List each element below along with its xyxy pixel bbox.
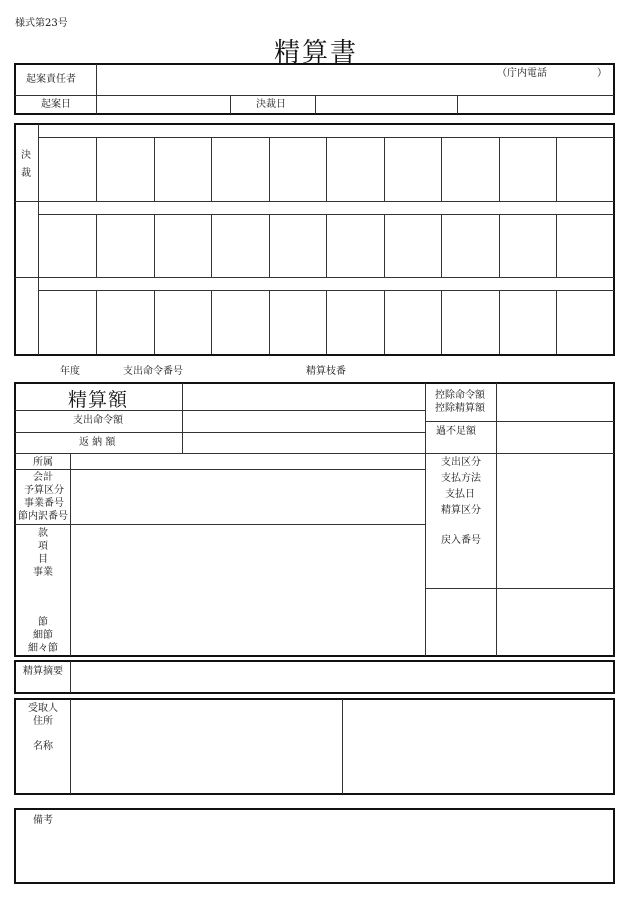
- saisetsu-label: 細節: [33, 630, 53, 641]
- return-number-label: 戻入番号: [441, 535, 481, 546]
- deduction-amount-field[interactable]: [497, 384, 614, 421]
- budget-label: 予算区分: [24, 485, 64, 496]
- draft-date-label: 起案日: [41, 99, 71, 110]
- payment-method-label: 支払方法: [441, 473, 481, 484]
- kou-label: 項: [38, 541, 48, 552]
- draft-date-field[interactable]: [97, 96, 230, 114]
- form-number: 様式第23号: [15, 18, 68, 29]
- shortage-amount-field[interactable]: [497, 422, 614, 453]
- dept-label: 所属: [33, 457, 53, 468]
- recipient-field-left[interactable]: [71, 699, 342, 794]
- accounting-field[interactable]: [71, 470, 425, 524]
- settlement-amount-label: 精算額: [68, 389, 129, 411]
- summary-field[interactable]: [71, 661, 614, 693]
- remarks-label: 備考: [33, 815, 53, 826]
- settlement-amount-field[interactable]: [183, 384, 425, 410]
- order-amount-field[interactable]: [183, 411, 425, 432]
- order-number-label: 支出命令番号: [123, 366, 183, 377]
- name-label: 名称: [33, 741, 53, 752]
- payment-date-label: 支払日: [445, 489, 475, 500]
- page-title: 精算書: [274, 38, 359, 68]
- summary-label: 精算摘要: [23, 666, 63, 677]
- address-label: 住所: [33, 716, 53, 727]
- setsu-label: 節: [38, 617, 48, 628]
- saisaisetsu-label: 細々節: [28, 643, 58, 654]
- approval-label-2: 裁: [21, 168, 31, 179]
- kan-label: 款: [38, 528, 48, 539]
- responsible-label: 起案責任者: [26, 74, 76, 85]
- project-label: 事業番号: [24, 498, 64, 509]
- approval-label-1: 決: [21, 150, 31, 161]
- dept-field[interactable]: [71, 454, 425, 469]
- order-amount-label: 支出命令額: [73, 415, 123, 426]
- sub-label: 節内訳番号: [18, 511, 68, 522]
- extra-field-left[interactable]: [426, 589, 496, 656]
- deduction-settle-label: 控除精算額: [435, 403, 485, 414]
- approval-date-field[interactable]: [316, 96, 457, 114]
- recipient-label: 受取人: [28, 703, 58, 714]
- remarks-field[interactable]: [15, 830, 614, 883]
- settlement-type-label: 精算区分: [441, 505, 481, 516]
- shortage-label: 過不足額: [436, 426, 476, 437]
- branch-number-label: 精算枝番: [306, 366, 346, 377]
- recipient-field-right[interactable]: [343, 699, 614, 794]
- payment-type-label: 支出区分: [441, 457, 481, 468]
- refund-amount-label: 返 納 額: [79, 437, 116, 448]
- extra-field-right[interactable]: [497, 589, 614, 656]
- phone-label: （庁内電話 ）: [497, 68, 607, 79]
- budget-items-field[interactable]: [71, 525, 425, 656]
- refund-amount-field[interactable]: [183, 433, 425, 453]
- accounting-label: 会計: [33, 472, 53, 483]
- approval-date-label: 決裁日: [256, 99, 286, 110]
- fiscal-year-label: 年度: [60, 366, 80, 377]
- moku-label: 目: [38, 554, 48, 565]
- jigyo-label: 事業: [33, 567, 53, 578]
- deduction-order-label: 控除命令額: [435, 390, 485, 401]
- payment-info-field[interactable]: [497, 454, 614, 588]
